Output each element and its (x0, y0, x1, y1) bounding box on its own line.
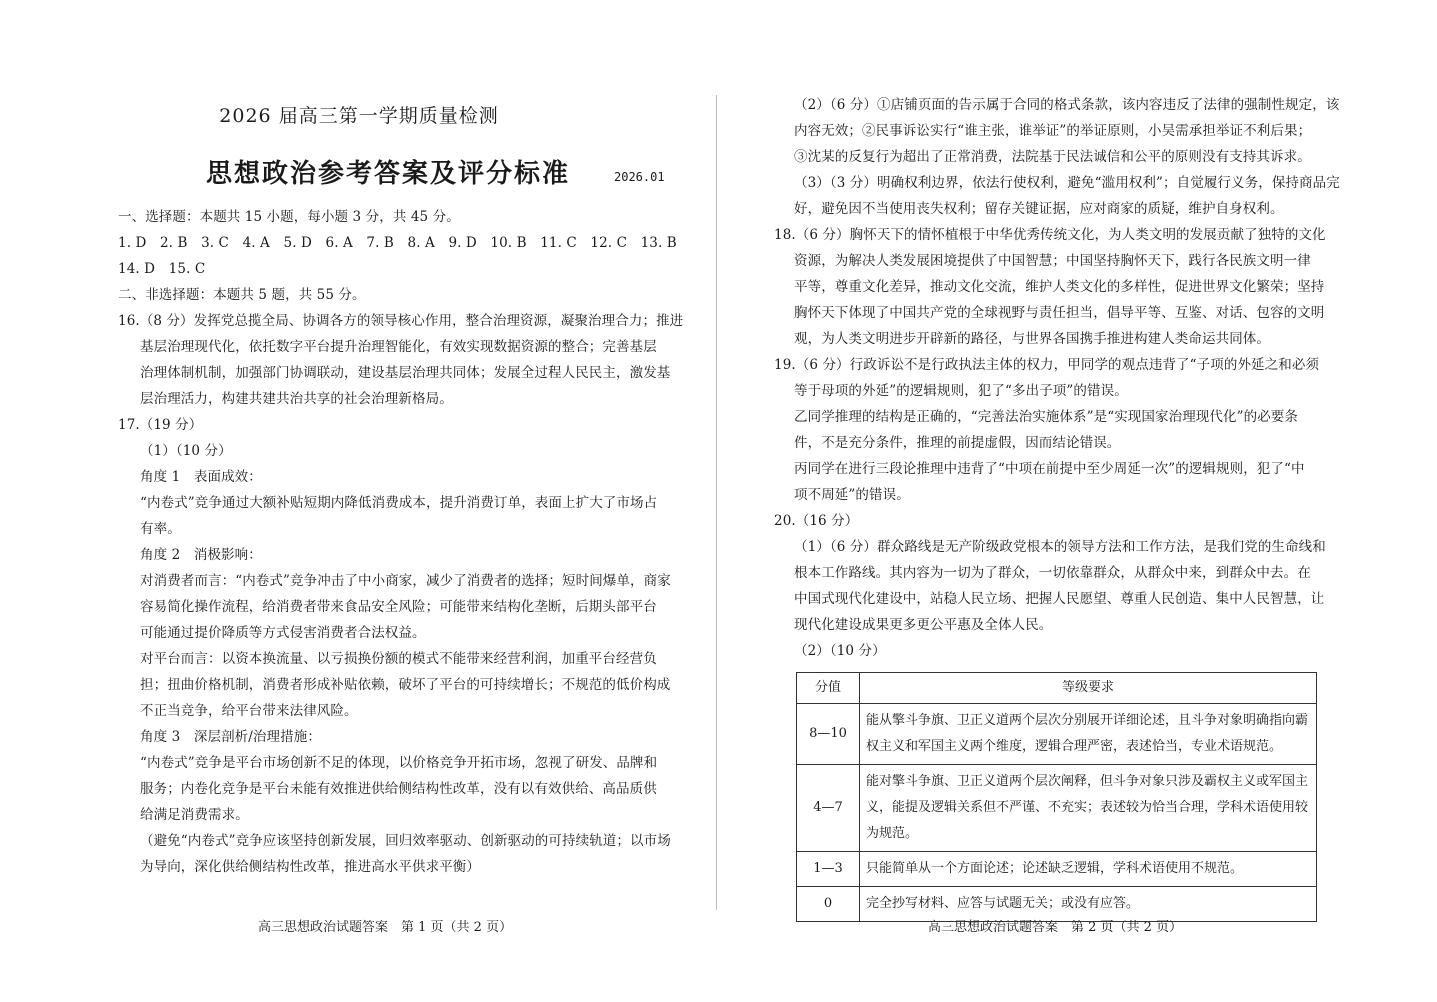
answer-line: ③沈某的反复行为超出了正常消费，法院基于民法诚信和公平的原则没有支持其诉求。 (794, 149, 1311, 165)
table-header-row (797, 673, 1317, 704)
answer-line: （3）（3 分）明确权利边界，依法行使权利，避免“滥用权利”；自觉履行义务，保持商品完 (794, 175, 1340, 191)
score-cell: 1—3 (797, 852, 860, 887)
answer-line: 好，避免因不当使用丧失权利；留存关键证据，应对商家的质疑，维护自身权利。 (794, 201, 1284, 217)
answer-line: 基层治理现代化，依托数字平台提升治理智能化，有效实现数据资源的整合；完善基层 (140, 339, 657, 355)
table-row (797, 887, 1317, 922)
answer-line: 项不周延”的错误。 (794, 487, 910, 503)
answer-line: 中国式现代化建设中，站稳人民立场、把握人民愿望、尊重人民创造、集中人民智慧，让 (794, 591, 1325, 607)
answer-line: 19.（6 分）行政诉讼不是行政执法主体的权力，甲同学的观点违背了“子项的外延之和必须 (774, 357, 1320, 373)
answer-line: 内容无效；②民事诉讼实行“谁主张，谁举证”的举证原则，小吴需承担举证不利后果； (794, 123, 1312, 139)
page-footer: 高三思想政治试题答案 第 2 页（共 2 页） (928, 920, 1183, 935)
answer-line: “内卷式”竞争是平台市场创新不足的体现，以价格竞争开拓市场，忽视了研发、品牌和 (140, 755, 658, 771)
answer-line: 件，不是充分条件，推理的前提虚假，因而结论错误。 (794, 435, 1121, 451)
answer-line: （1）（6 分）群众路线是无产阶级政党根本的领导方法和工作方法，是我们党的生命线和 (794, 539, 1326, 555)
requirement-cell: 完全抄写材料、应答与试题无关；或没有应答。 (860, 887, 1317, 922)
answer-line: 胸怀天下体现了中国共产党的全球视野与责任担当，倡导平等、互鉴、对话、包容的文明 (794, 305, 1325, 321)
section-heading: 二、非选择题：本题共 5 题，共 55 分。 (118, 287, 366, 303)
answer-line: 1. D 2. B 3. C 4. A 5. D 6. A 7. B 8. A 9. D 10. B 11. C 12. C 13. B (118, 235, 677, 251)
page-title: 思想政治参考答案及评分标准 (206, 159, 571, 189)
section-heading: 一、选择题：本题共 15 小题，每小题 3 分，共 45 分。 (118, 209, 460, 225)
answer-line: 不正当竞争，给平台带来法律风险。 (140, 703, 358, 719)
answer-line: 现代化建设成果更多更公平惠及全体人民。 (794, 617, 1053, 633)
requirement-cell: 能从擎斗争旗、卫正义道两个层次分别展开详细论述，且斗争对象明确指向霸权主义和军国主义两个维度，逻辑合理严密，表述恰当，专业术语规范。 (860, 704, 1317, 765)
answer-line: 为导向，深化供给侧结构性改革，推进高水平供求平衡） (140, 859, 480, 875)
requirement-cell: 能对擎斗争旗、卫正义道两个层次阐释，但斗争对象只涉及霸权主义或军国主义，能提及逻辑关系但不严谨、不充实；表述较为恰当合理，学科术语使用较为规范。 (860, 765, 1317, 852)
answer-line: 给满足消费需求。 (140, 807, 249, 823)
page-footer: 高三思想政治试题答案 第 1 页（共 2 页） (258, 920, 513, 935)
answer-line: 根本工作路线。其内容为一切为了群众，一切依靠群众，从群众中来，到群众中去。在 (794, 565, 1311, 581)
answer-line: 角度 2 消极影响： (140, 547, 262, 563)
answer-line: 对平台而言：以资本换流量、以亏损换份额的模式不能带来经营利润，加重平台经营负 (140, 651, 657, 667)
answer-line: 17.（19 分） (118, 417, 203, 433)
answer-line: 治理体制机制，加强部门协调联动，建设基层治理共同体；发展全过程人民民主，激发基 (140, 365, 671, 381)
answer-line: 14. D 15. C (118, 261, 206, 277)
answer-line: 18.（6 分）胸怀天下的情怀植根于中华优秀传统文化，为人类文明的发展贡献了独特的文化 (774, 227, 1326, 243)
table-row (797, 704, 1317, 765)
answer-line: 容易简化操作流程，给消费者带来食品安全风险；可能带来结构化垄断，后期头部平台 (140, 599, 657, 615)
table-header: 分值 (797, 673, 860, 704)
page2-body (774, 92, 1340, 664)
answer-line: 角度 1 表面成效： (140, 469, 262, 485)
answer-line: 乙同学推理的结构是正确的，“完善法治实施体系”是“实现国家治理现代化”的必要条 (794, 409, 1299, 425)
answer-line: 等于母项的外延”的逻辑规则，犯了“多出子项”的错误。 (794, 383, 1128, 399)
answer-line: 服务；内卷化竞争是平台未能有效推进供给侧结构性改革，没有以有效供给、高品质供 (140, 781, 657, 797)
table-row (797, 765, 1317, 852)
answer-line: （1）（10 分） (140, 443, 232, 459)
answer-line: 资源，为解决人类发展困境提供了中国智慧；中国坚持胸怀天下，践行各民族文明一律 (794, 253, 1311, 269)
answer-line: （2）（10 分） (794, 643, 886, 659)
answer-line: 担；扭曲价格机制，消费者形成补贴依赖，破坏了平台的可持续增长；不规范的低价构成 (140, 677, 671, 693)
answer-line: 观，为人类文明进步开辟新的路径，与世界各国携手推进构建人类命运共同体。 (794, 331, 1270, 347)
answer-line: 对消费者而言：“内卷式”竞争冲击了中小商家，减少了消费者的选择；短时间爆单，商家 (140, 573, 671, 589)
answer-line: 层治理活力，构建共建共治共享的社会治理新格局。 (140, 391, 453, 407)
answer-line: （避免“内卷式”竞争应该坚持创新发展，回归效率驱动、创新驱动的可持续轨道；以市场 (140, 833, 671, 849)
answer-line: （2）（6 分）①店铺页面的告示属于合同的格式条款，该内容违反了法律的强制性规定，该 (794, 97, 1340, 113)
answer-line: 20.（16 分） (774, 513, 859, 529)
score-cell: 0 (797, 887, 860, 922)
answer-line: 有率。 (140, 521, 181, 537)
answer-line: 角度 3 深层剖析/治理措施： (140, 729, 321, 745)
table-row (797, 852, 1317, 887)
grading-table (796, 672, 1317, 922)
answer-line: 可能通过提价降质等方式侵害消费者合法权益。 (140, 625, 426, 641)
answer-page-1 (0, 0, 718, 1002)
requirement-cell: 只能简单从一个方面论述；论述缺乏逻辑，学科术语使用不规范。 (860, 852, 1317, 887)
exam-title: 2026 届高三第一学期质量检测 (219, 105, 499, 127)
table-header: 等级要求 (860, 673, 1317, 704)
exam-date: 2026.01 (614, 170, 665, 184)
answer-line: “内卷式”竞争通过大额补贴短期内降低消费成本，提升消费订单，表面上扩大了市场占 (140, 495, 658, 511)
page1-body (118, 204, 683, 880)
page-divider (716, 95, 717, 910)
answer-line: 丙同学在进行三段论推理中违背了“中项在前提中至少周延一次”的逻辑规则，犯了“中 (794, 461, 1305, 477)
answer-line: 平等，尊重文化差异，推动文化交流，维护人类文化的多样性，促进世界文化繁荣；坚持 (794, 279, 1325, 295)
answer-line: 16.（8 分）发挥党总揽全局、协调各方的领导核心作用，整合治理资源，凝聚治理合力；推进 (118, 313, 684, 329)
score-cell: 8—10 (797, 704, 860, 765)
score-cell: 4—7 (797, 765, 860, 852)
